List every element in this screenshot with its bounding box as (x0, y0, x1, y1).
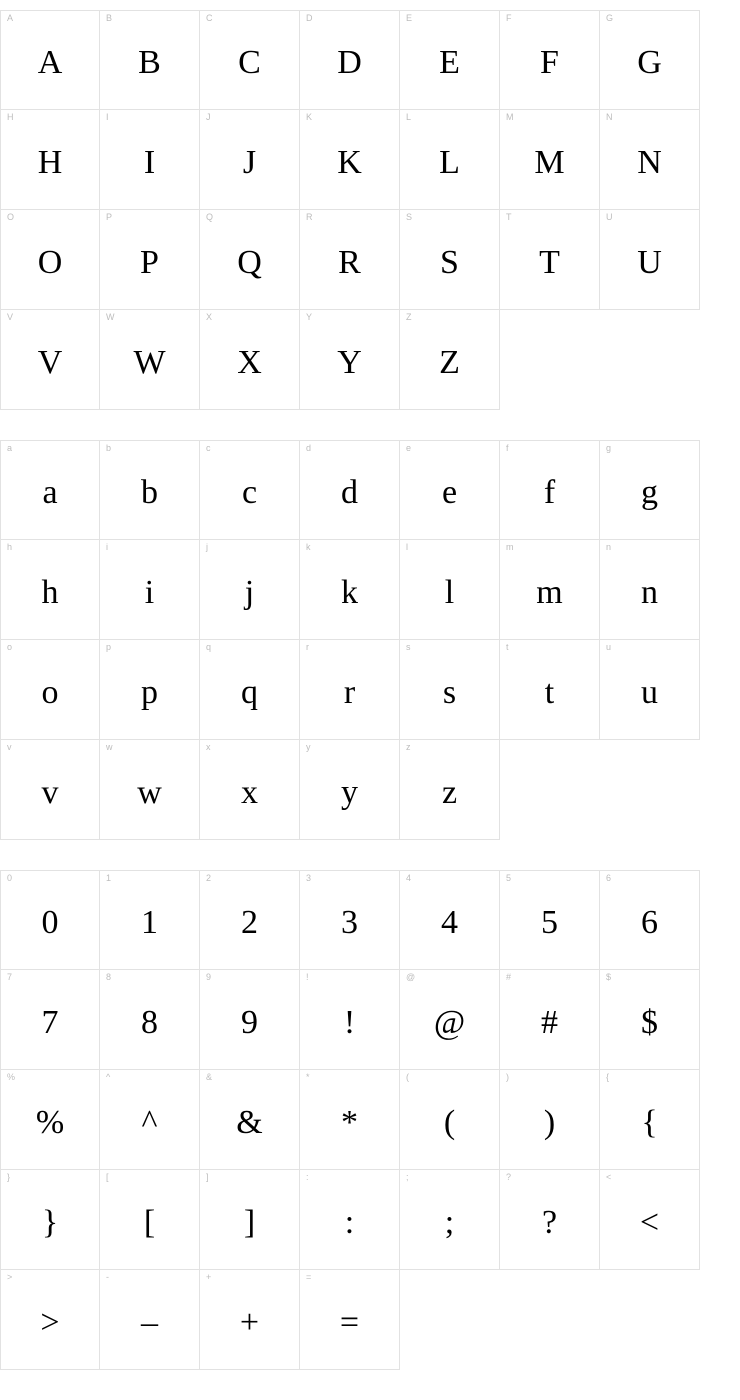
glyph-cell-character: % (35, 1103, 65, 1141)
glyph-cell-label: F (506, 13, 512, 23)
glyph-cell[interactable] (0, 1170, 100, 1270)
glyph-cell[interactable] (400, 210, 500, 310)
glyph-cell-character: : (344, 1203, 355, 1241)
glyph-cell[interactable] (200, 310, 300, 410)
glyph-cell-label: # (506, 972, 512, 982)
glyph-cell-character: { (641, 1103, 658, 1141)
glyph-cell-character: – (141, 1303, 158, 1341)
glyph-cell-label: E (406, 13, 413, 23)
glyph-cell-label: P (106, 212, 113, 222)
glyph-cell-character: 0 (41, 904, 59, 941)
glyph-cell-character: g (641, 474, 658, 511)
glyph-cell[interactable] (100, 1070, 200, 1170)
glyph-cell-character: } (41, 1203, 59, 1241)
glyph-cell-character: p (141, 673, 158, 711)
glyph-cell-label: - (106, 1272, 109, 1282)
glyph-cell-label: 8 (106, 972, 112, 982)
glyph-cell[interactable] (200, 210, 300, 310)
glyph-cell-label: 4 (406, 873, 412, 883)
glyph-cell-character: ) (543, 1103, 556, 1141)
glyph-cell-label: c (206, 443, 211, 453)
glyph-cell-character: Q (237, 243, 262, 281)
glyph-cell-character: A (37, 44, 63, 81)
glyph-cell[interactable] (400, 1170, 500, 1270)
glyph-cell-character: V (37, 343, 63, 381)
glyph-cell[interactable] (200, 740, 300, 840)
glyph-cell-label: ( (406, 1072, 409, 1082)
glyph-cell[interactable] (0, 1070, 100, 1170)
glyph-cell[interactable] (100, 740, 200, 840)
glyph-cell-label: { (606, 1072, 610, 1082)
glyph-cell-character: t (544, 673, 555, 711)
glyph-cell-label: y (306, 742, 311, 752)
glyph-cell[interactable] (300, 870, 400, 970)
glyph-cell-character: w (137, 773, 162, 811)
glyph-cell-character: D (337, 44, 362, 81)
glyph-cell[interactable] (100, 310, 200, 410)
glyph-cell[interactable] (300, 110, 400, 210)
glyph-cell[interactable] (400, 540, 500, 640)
glyph-cell-character: L (439, 143, 460, 181)
glyph-cell-character: c (241, 474, 258, 511)
glyph-cell-label: G (606, 13, 614, 23)
glyph-cell[interactable] (300, 440, 400, 540)
glyph-cell-label: J (206, 112, 211, 122)
glyph-cell-character: J (242, 143, 257, 181)
glyph-cell-label: w (106, 742, 113, 752)
glyph-cell-character: R (338, 243, 361, 281)
glyph-cell-label: & (206, 1072, 213, 1082)
glyph-cell-character: a (42, 474, 58, 511)
glyph-cell-character: Y (337, 343, 362, 381)
glyph-cell[interactable] (200, 540, 300, 640)
glyph-cell[interactable] (600, 210, 700, 310)
glyph-cell-label: b (106, 443, 112, 453)
glyph-cell-label: } (7, 1172, 11, 1182)
glyph-cell-character: M (534, 143, 565, 181)
glyph-cell-character: Z (439, 343, 460, 381)
glyph-cell-label: ] (206, 1172, 209, 1182)
glyph-cell-character: j (244, 573, 255, 611)
glyph-cell-character: f (543, 474, 556, 511)
glyph-cell-label: = (306, 1272, 312, 1282)
glyph-cell-label: r (306, 642, 309, 652)
glyph-cell-character: b (141, 474, 158, 511)
glyph-cell-character: + (239, 1303, 260, 1341)
glyph-cell-label: S (406, 212, 413, 222)
glyph-cell[interactable] (500, 1170, 600, 1270)
symbol-glyph-grid (0, 870, 700, 1370)
glyph-cell[interactable] (0, 1270, 100, 1370)
glyph-cell[interactable] (200, 640, 300, 740)
glyph-cell-label: A (7, 13, 14, 23)
glyph-cell[interactable] (500, 640, 600, 740)
glyph-cell-character: $ (641, 1003, 658, 1041)
glyph-cell-label: m (506, 542, 514, 552)
glyph-cell[interactable] (600, 1070, 700, 1170)
glyph-cell[interactable] (0, 110, 100, 210)
glyph-cell-character: 3 (341, 904, 358, 941)
glyph-cell-label: k (306, 542, 311, 552)
glyph-cell-label: i (106, 542, 108, 552)
glyph-cell-label: 2 (206, 873, 212, 883)
glyph-cell[interactable] (300, 540, 400, 640)
glyph-cell[interactable] (600, 440, 700, 540)
glyph-cell-label: t (506, 642, 509, 652)
glyph-cell-label: d (306, 443, 312, 453)
glyph-cell-character: H (37, 143, 63, 181)
glyph-cell[interactable] (600, 970, 700, 1070)
glyph-cell-label: [ (106, 1172, 109, 1182)
glyph-cell-label: 9 (206, 972, 212, 982)
glyph-cell[interactable] (600, 640, 700, 740)
glyph-cell[interactable] (0, 440, 100, 540)
glyph-cell[interactable] (500, 440, 600, 540)
glyph-cell-label: l (406, 542, 408, 552)
glyph-cell-label: B (106, 13, 113, 23)
glyph-cell-character: & (236, 1103, 263, 1141)
glyph-cell[interactable] (100, 1270, 200, 1370)
glyph-cell[interactable] (400, 1070, 500, 1170)
glyph-cell-label: ) (506, 1072, 509, 1082)
glyph-cell-label: C (206, 13, 213, 23)
glyph-cell-label: 7 (7, 972, 13, 982)
glyph-cell[interactable] (400, 970, 500, 1070)
glyph-cell-label: ; (406, 1172, 409, 1182)
glyph-cell[interactable] (300, 310, 400, 410)
glyph-cell-character: < (639, 1203, 660, 1241)
glyph-cell[interactable] (0, 870, 100, 970)
glyph-cell-character: C (238, 44, 261, 81)
glyph-cell-character: 7 (41, 1003, 59, 1041)
glyph-cell-character: * (341, 1103, 358, 1141)
glyph-cell[interactable] (200, 1270, 300, 1370)
glyph-cell-character: F (540, 44, 559, 81)
glyph-cell[interactable] (600, 870, 700, 970)
glyph-cell[interactable] (600, 110, 700, 210)
glyph-cell[interactable] (100, 440, 200, 540)
glyph-cell-label: X (206, 312, 213, 322)
glyph-cell-character: m (536, 573, 563, 611)
glyph-cell-character: x (241, 773, 258, 811)
glyph-cell-label: D (306, 13, 313, 23)
glyph-cell[interactable] (0, 970, 100, 1070)
glyph-cell[interactable] (300, 1070, 400, 1170)
glyph-cell-character: P (140, 243, 159, 281)
glyph-cell-label: 3 (306, 873, 312, 883)
glyph-cell-label: M (506, 112, 514, 122)
glyph-cell-label: U (606, 212, 613, 222)
glyph-cell[interactable] (100, 210, 200, 310)
glyph-cell-character: s (442, 673, 457, 711)
glyph-cell[interactable] (0, 310, 100, 410)
glyph-cell-character: d (341, 474, 358, 511)
glyph-cell-character: 8 (141, 1003, 158, 1041)
uppercase-glyph-grid (0, 10, 700, 410)
glyph-cell[interactable] (500, 1070, 600, 1170)
glyph-cell[interactable] (300, 10, 400, 110)
glyph-cell-character: i (144, 573, 155, 611)
glyph-cell-label: o (7, 642, 13, 652)
glyph-cell[interactable] (400, 440, 500, 540)
glyph-cell-label: 6 (606, 873, 612, 883)
glyph-cell[interactable] (400, 110, 500, 210)
glyph-cell-character: K (337, 143, 362, 181)
glyph-cell-character: l (444, 573, 455, 611)
glyph-cell-label: ! (306, 972, 309, 982)
glyph-cell[interactable] (200, 1170, 300, 1270)
glyph-cell[interactable] (400, 640, 500, 740)
glyph-cell-character: X (237, 343, 262, 381)
glyph-cell-label: z (406, 742, 411, 752)
glyph-cell[interactable] (100, 1170, 200, 1270)
glyph-cell-label: n (606, 542, 612, 552)
glyph-cell-label: 5 (506, 873, 512, 883)
glyph-cell[interactable] (600, 10, 700, 110)
glyph-cell[interactable] (200, 440, 300, 540)
glyph-cell-label: * (306, 1072, 310, 1082)
glyph-cell-label: q (206, 642, 212, 652)
glyph-cell[interactable] (0, 10, 100, 110)
glyph-cell[interactable] (500, 870, 600, 970)
glyph-cell[interactable] (0, 540, 100, 640)
glyph-cell[interactable] (400, 10, 500, 110)
glyph-cell[interactable] (0, 210, 100, 310)
glyph-cell-label: g (606, 443, 612, 453)
glyph-cell[interactable] (0, 740, 100, 840)
glyph-cell-character: ! (343, 1003, 356, 1041)
glyph-cell-label: : (306, 1172, 309, 1182)
glyph-cell-character: ^ (141, 1103, 158, 1141)
glyph-cell[interactable] (200, 870, 300, 970)
glyph-cell[interactable] (600, 540, 700, 640)
glyph-cell-character: k (341, 573, 358, 611)
glyph-cell[interactable] (100, 540, 200, 640)
glyph-cell[interactable] (300, 640, 400, 740)
glyph-cell-character: z (441, 773, 458, 811)
glyph-cell-character: O (37, 243, 63, 281)
glyph-cell-character: v (41, 773, 59, 811)
glyph-cell[interactable] (100, 640, 200, 740)
glyph-cell-character: q (241, 673, 258, 711)
glyph-cell-label: v (7, 742, 12, 752)
glyph-cell-label: Y (306, 312, 313, 322)
glyph-cell-label: 0 (7, 873, 13, 883)
glyph-cell-character: 9 (241, 1003, 258, 1041)
glyph-cell-label: H (7, 112, 14, 122)
glyph-cell-character: y (341, 773, 358, 811)
glyph-cell-label: % (7, 1072, 16, 1082)
glyph-cell[interactable] (300, 1170, 400, 1270)
glyph-cell[interactable] (200, 110, 300, 210)
glyph-cell-character: T (539, 243, 560, 281)
glyph-cell[interactable] (100, 970, 200, 1070)
glyph-cell[interactable] (400, 740, 500, 840)
glyph-cell-character: # (541, 1003, 558, 1041)
glyph-cell[interactable] (600, 1170, 700, 1270)
glyph-cell-label: ^ (106, 1072, 111, 1082)
glyph-cell-character: N (637, 143, 662, 181)
glyph-cell-character: n (641, 573, 658, 611)
glyph-cell-label: Z (406, 312, 412, 322)
glyph-cell-character: r (343, 673, 356, 711)
glyph-cell-label: > (7, 1272, 13, 1282)
glyph-cell-character: ? (541, 1203, 558, 1241)
glyph-cell-label: V (7, 312, 14, 322)
glyph-cell[interactable] (200, 970, 300, 1070)
glyph-cell-label: Q (206, 212, 214, 222)
glyph-cell-character: S (440, 243, 459, 281)
glyph-cell-label: < (606, 1172, 612, 1182)
glyph-cell[interactable] (500, 110, 600, 210)
glyph-cell-label: @ (406, 972, 416, 982)
glyph-cell-character: 4 (441, 904, 458, 941)
glyph-cell-label: s (406, 642, 411, 652)
glyph-cell-character: ( (443, 1103, 456, 1141)
glyph-cell[interactable] (0, 640, 100, 740)
glyph-cell[interactable] (400, 310, 500, 410)
glyph-cell-character: o (41, 673, 59, 711)
glyph-cell[interactable] (100, 10, 200, 110)
glyph-cell[interactable] (300, 970, 400, 1070)
glyph-cell-label: a (7, 443, 13, 453)
glyph-cell-character: @ (433, 1003, 466, 1041)
glyph-cell-character: u (641, 673, 658, 711)
glyph-cell-label: u (606, 642, 612, 652)
glyph-cell-character: e (441, 474, 458, 511)
glyph-cell-label: f (506, 443, 509, 453)
glyph-cell[interactable] (100, 110, 200, 210)
glyph-cell[interactable] (300, 740, 400, 840)
glyph-cell[interactable] (100, 870, 200, 970)
glyph-cell-label: O (7, 212, 15, 222)
glyph-cell[interactable] (500, 210, 600, 310)
glyph-cell-label: e (406, 443, 412, 453)
glyph-cell-label: h (7, 542, 13, 552)
glyph-cell[interactable] (500, 970, 600, 1070)
glyph-cell[interactable] (300, 1270, 400, 1370)
lowercase-glyph-grid (0, 440, 700, 840)
glyph-cell-label: j (206, 542, 208, 552)
glyph-cell[interactable] (200, 1070, 300, 1170)
glyph-cell-label: ? (506, 1172, 512, 1182)
glyph-cell-label: T (506, 212, 512, 222)
glyph-cell-label: K (306, 112, 313, 122)
glyph-cell-label: p (106, 642, 112, 652)
glyph-cell-label: W (106, 312, 115, 322)
glyph-cell-label: 1 (106, 873, 112, 883)
glyph-cell[interactable] (300, 210, 400, 310)
glyph-cell-character: W (133, 343, 166, 381)
glyph-cell-label: + (206, 1272, 212, 1282)
glyph-cell[interactable] (500, 540, 600, 640)
glyph-cell-character: 5 (541, 904, 558, 941)
glyph-cell-character: ] (243, 1203, 256, 1241)
glyph-cell-character: [ (143, 1203, 156, 1241)
glyph-cell[interactable] (200, 10, 300, 110)
glyph-cell-label: N (606, 112, 613, 122)
glyph-cell-character: 1 (141, 904, 158, 941)
glyph-cell-character: 2 (241, 904, 258, 941)
glyph-cell[interactable] (400, 870, 500, 970)
glyph-cell[interactable] (500, 10, 600, 110)
glyph-cell-label: I (106, 112, 109, 122)
glyph-cell-character: ; (444, 1203, 455, 1241)
glyph-cell-character: B (138, 44, 161, 81)
glyph-cell-character: U (637, 243, 662, 281)
glyph-cell-character: = (339, 1303, 360, 1341)
glyph-cell-character: I (143, 143, 156, 181)
glyph-cell-label: $ (606, 972, 612, 982)
glyph-cell-label: R (306, 212, 313, 222)
glyph-cell-character: E (439, 44, 460, 81)
glyph-cell-character: > (40, 1303, 60, 1341)
glyph-cell-character: h (41, 573, 59, 611)
glyph-cell-character: 6 (641, 904, 658, 941)
glyph-cell-character: G (637, 44, 662, 81)
glyph-cell-label: L (406, 112, 412, 122)
glyph-cell-label: x (206, 742, 211, 752)
